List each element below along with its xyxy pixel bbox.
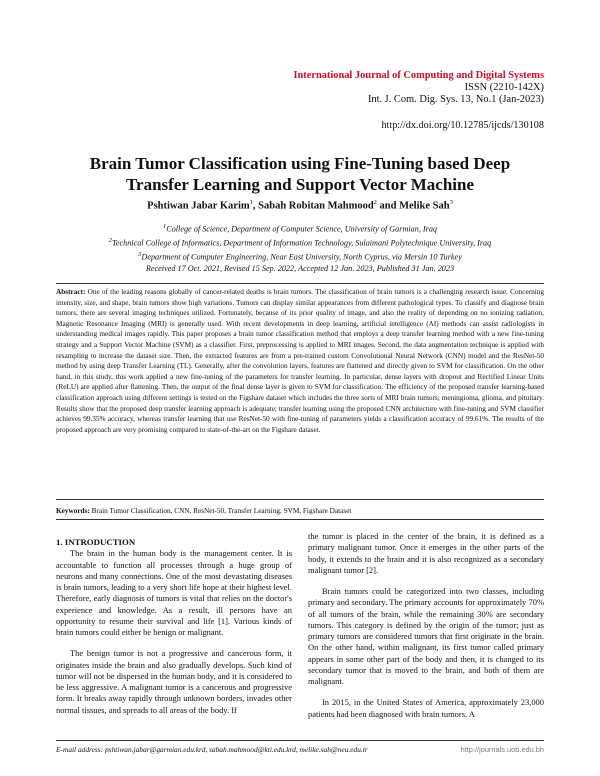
affiliation-sup: 2 [108, 237, 113, 245]
abstract-top-rule [56, 283, 544, 284]
paper-title [40, 153, 560, 195]
left-column [56, 537, 292, 716]
affiliations [40, 221, 560, 264]
author-name: Melike Sah [399, 200, 450, 212]
author-list [40, 199, 560, 212]
body-paragraph: the tumor is placed in the center of the brain, it is defined as a primary malignant tumor. Once it emerges in the other parts of the body, it extends to the brain and it is also recognized as a secondary malignant tumor [2]. [308, 531, 544, 575]
keywords-bottom-rule [56, 519, 544, 520]
author-separator: , [252, 200, 259, 212]
body-paragraph: Brain tumors could be categorized into two classes, including primary and secondary. The primary accounts for approximately 70% of all tumors of the brain, while the remaining 30% are secondary tumors. This category is defined by the origin of the tumor; just as primary tumors are considered tumors that first originate in the brain. On the other hand, within malignant, its first tumor called primary appears in some other part of the body and then, it is changed to its secondary tumor that is moved to the brain, and both of them are malignant. [308, 586, 544, 686]
affiliation-sup: 1 [162, 223, 167, 230]
footer-rule [56, 740, 544, 741]
affiliation-text: College of Science, Department of Computer Science, University of Garmian, Iraq [166, 224, 438, 234]
author-sup: 2 [373, 199, 377, 206]
abstract [56, 287, 544, 435]
journal-citation: Int. J. Com. Dig. Sys. 13, No.1 (Jan-2023) [367, 94, 544, 105]
doi-link[interactable]: http://dx.doi.org/10.12785/ijcds/130108 [381, 120, 544, 131]
affiliation-item [40, 235, 560, 249]
author-name: Pshtiwan Jabar Karim [147, 200, 250, 212]
keywords-text: Brain Tumor Classification, CNN, ResNet-50, Transfer Learning, SVM, Figshare Dataset [89, 507, 352, 515]
author-emails: E-mail address: pshtiwan.jabar@garmian.edu.krd, sabah.mahmood@kti.edu.krd, melike.sah@neu.edu.tr [56, 745, 368, 754]
section-heading: 1. INTRODUCTION [56, 537, 136, 547]
title-line-1: Brain Tumor Classification using Fine-Tuning based Deep [89, 154, 511, 173]
author-sup: 1 [249, 199, 253, 206]
abstract-text: One of the leading reasons globally of cancer-related deaths is brain tumors. The classification of brain tumors is a challenging research issue. Concerning intensity, size, and shape, brain tumors show high variations. Tumors can display similar appearances from different pathological types. To classify and diagnose brain tumors, there are several imaging techniques utilized. Fortunately, because of its prior quality of image, and also the reality of depending on no ionizing radiation, Magnetic Resonance Imaging (MRI) is generally used. With recent developments in deep learning, artificial intelligence (AI) methods can assist radiologists in understanding medical images rapidly. This paper proposes a brain tumor classification method that employs a deep transfer learning method with a new fine-tuning strategy and a Support Vector Machine (SVM) as a classifier. First, preprocessing is applied to MRI images. Second, the data augmentation technique is applied with resampling to increase the dataset size. Then, the extracted features are from a pre-trained custom Convolutional Neural Network (CNN) model and the ResNet-50 method by using deep Transfer Learning (TL). Generally, after the convolution layers, features are flattened and directly given to SVM for classification. On the other hand, in this study, this work applied a new fine-tuning of the parameters for transfer learning. In particular, dense layers with dropout and Rectified Linear Units (ReLU) are applied after flattening. Then, the output of the final dense layer is given to SVM for classification. The efficiency of the proposed transfer learning-based classification approach using different settings is tested on the Figshare dataset which includes the three sorts of MRI brain tumors; meningioma, glioma, and pituitary. Results show that the proposed deep transfer learning approach is adequate; transfer learning using the proposed CNN architecture with fine-tuning and SVM classifier achieves 99.35% accuracy, whereas transfer learning that use ResNet-50 with fine-tuning of parameters yields a classification accuracy of 99.61%. The results of the proposed approach are very promising compared to state-of-the-art on the Figshare dataset. [56, 288, 544, 434]
affiliation-text: Technical College of Informatics, Department of Information Technology, Sulaimani Polytechnique University, Iraq [112, 238, 492, 248]
body-paragraph: The benign tumor is not a progressive and cancerous form, it originates inside the brain and also gradually develops. Such kind of tumor will not be dispersed in the human body, and it is considered to be less aggressive. A malignant tumor is a cancerous and progressive form. It breaks away rapidly through unknown borders, invades other normal tissues, and spreads to all areas of the body. If [56, 648, 292, 715]
footer [56, 745, 544, 754]
abstract-bottom-rule [56, 499, 544, 500]
journal-issn: ISSN (2210-142X) [464, 82, 544, 93]
body-paragraph: The brain in the human body is the management center. It is accountable to function all processes through a huge group of neurons and many connections. One of the most devastating diseases is brain tumors, leading to a very short life hope at their highest level. Therefore, early diagnosis of tumors is vital that relies on the doctor's experience and knowledge. As a result, ill persons have an opportunity to resume their survival and life [1]. Various kinds of brain tumors could either be benign or malignant. [56, 548, 292, 637]
journal-name: International Journal of Computing and Digital Systems [293, 70, 544, 81]
affiliation-item [40, 249, 560, 263]
affiliation-sup: 3 [138, 251, 142, 259]
author-sup: 3 [449, 199, 453, 206]
journal-url[interactable]: http://journals.uob.edu.bh [460, 745, 544, 754]
affiliation-item [40, 221, 560, 235]
right-column [308, 531, 544, 720]
received-dates: Received 17 Oct. 2021, Revised 15 Sep. 2022, Accepted 12 Jan. 2023, Published 31 Jan. 2023 [145, 264, 455, 273]
body-paragraph: In 2015, in the United States of America, approximately 23,000 patients had been diagnosed with brain tumors. A [308, 697, 544, 719]
keywords-label: Keywords: [56, 507, 90, 515]
title-line-2: Transfer Learning and Support Vector Machine [125, 175, 475, 194]
author-name: Sabah Robitan Mahmood [258, 200, 374, 212]
author-separator: and [376, 200, 400, 212]
journal-header [293, 70, 544, 106]
abstract-label: Abstract: [56, 288, 86, 296]
keywords [56, 507, 544, 515]
affiliation-text: Department of Computer Engineering, Near East University, North Cyprus, via Mersin 10 Turkey [141, 253, 462, 263]
